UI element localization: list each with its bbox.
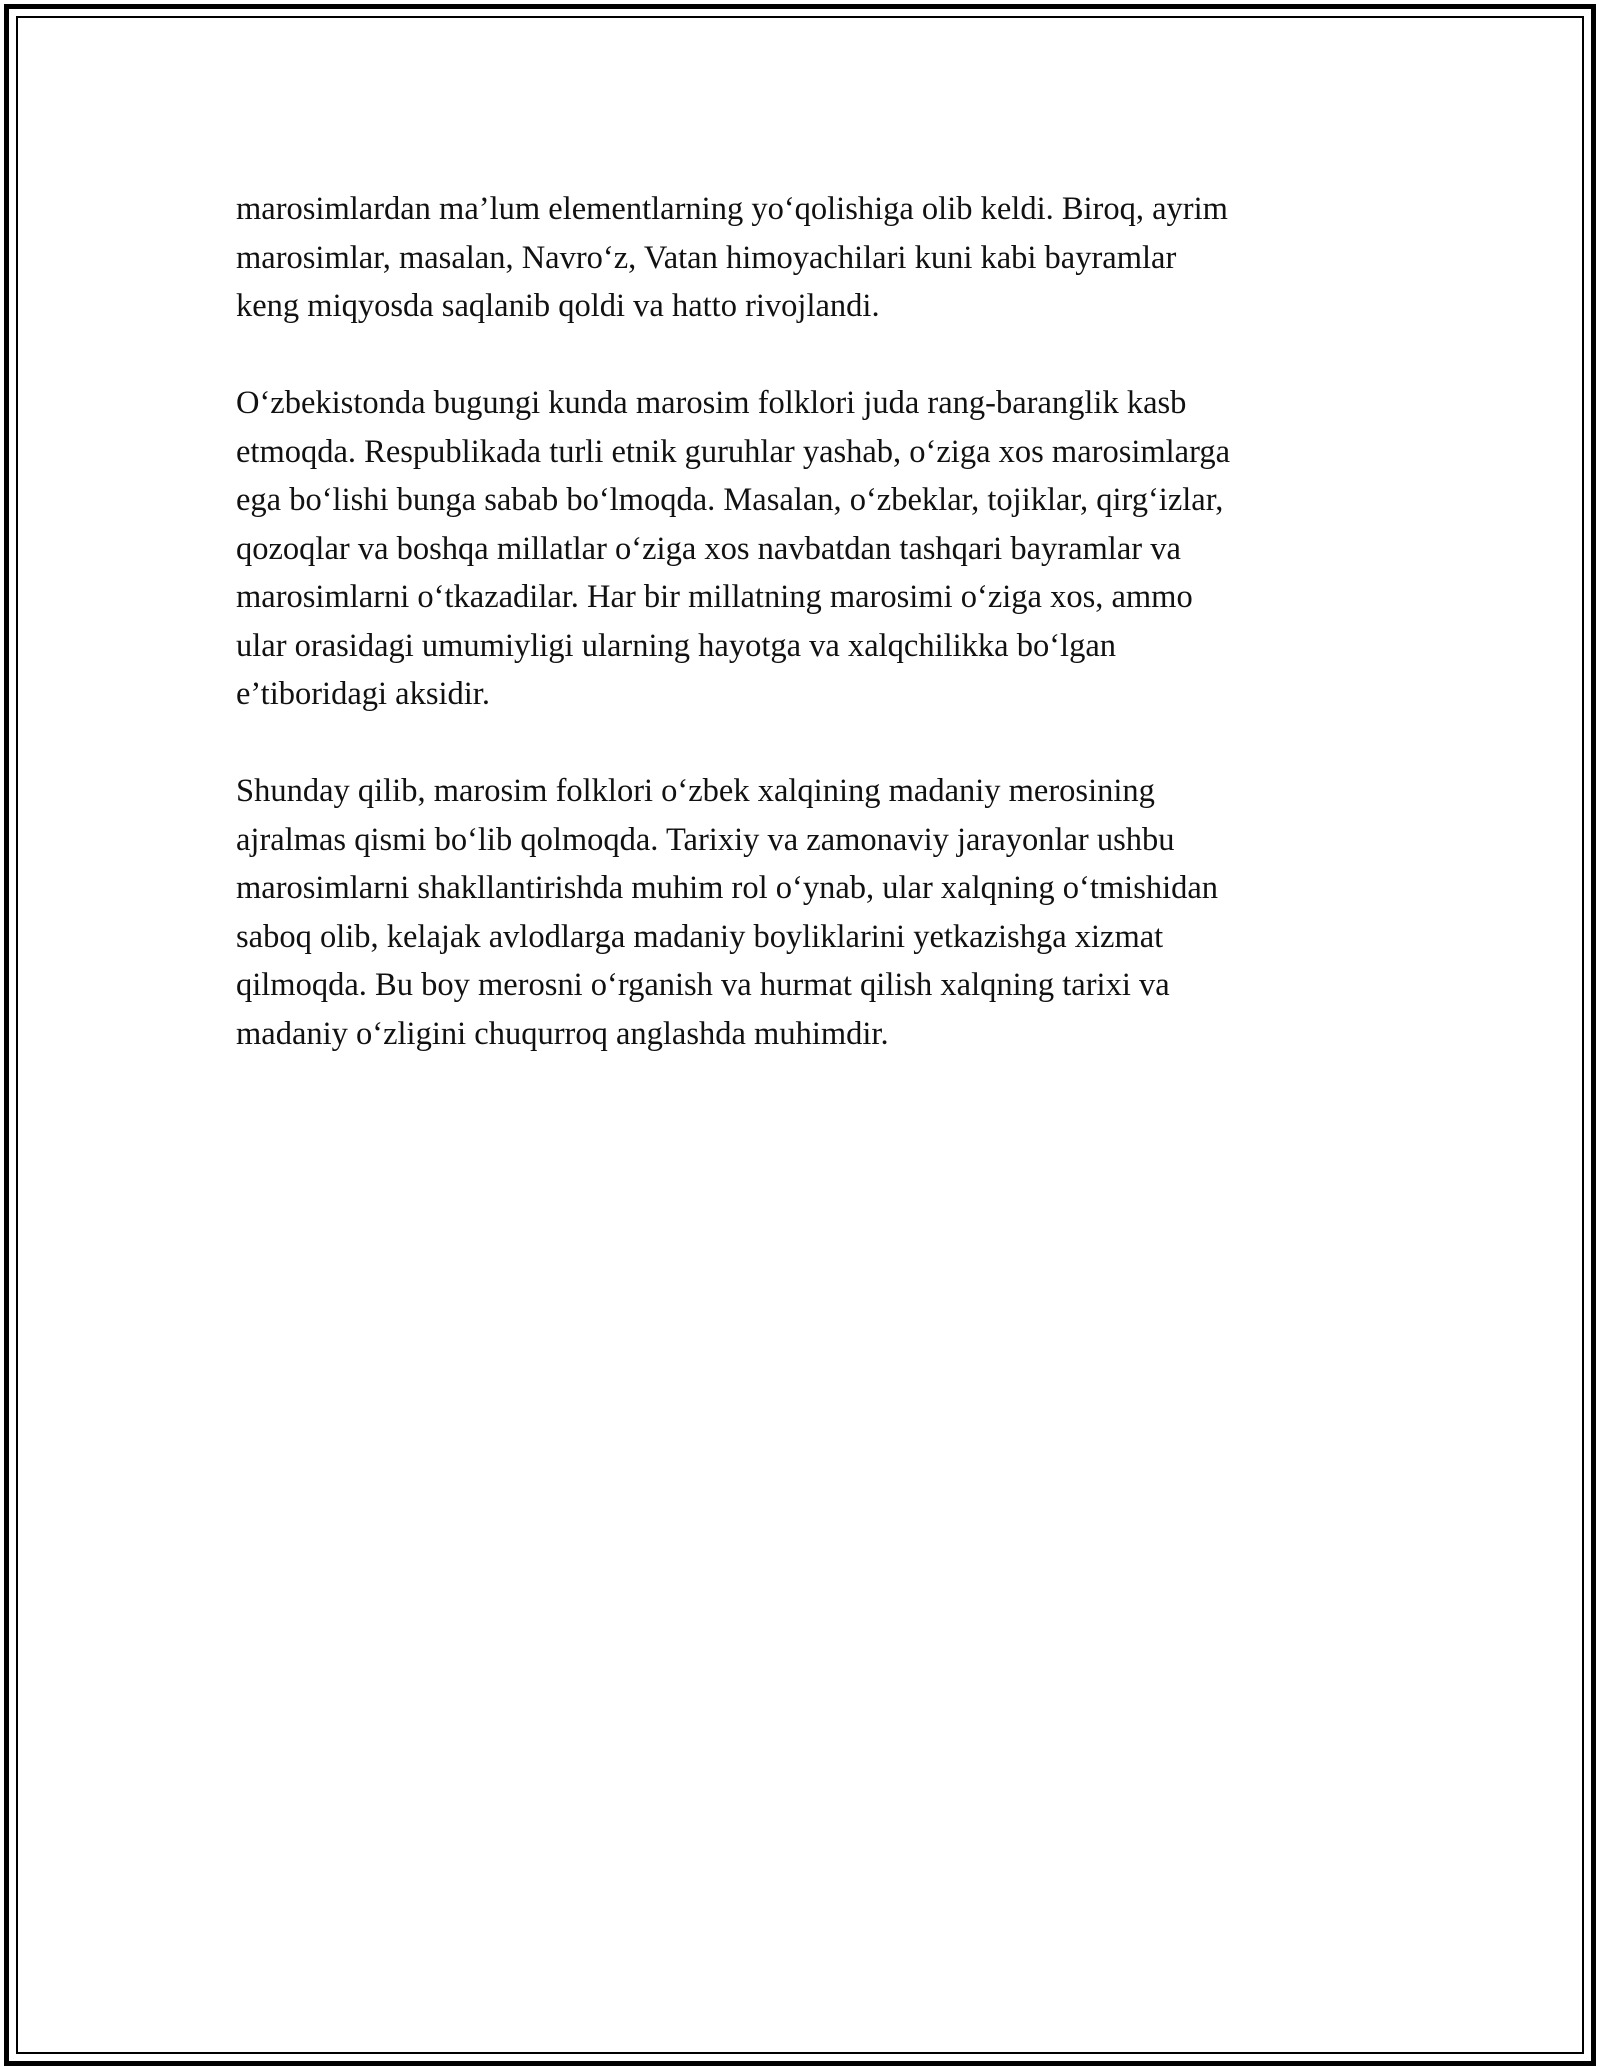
paragraph-3 [236, 767, 1366, 1058]
text-line: madaniy o‘zligini chuqurroq anglashda muhimdir. [236, 1015, 889, 1052]
document-body [236, 185, 1366, 1107]
text-line: marosimlarni shakllantirishda muhim rol o‘ynab, ular xalqning o‘tmishidan [236, 870, 1219, 906]
text-line: qilmoqda. Bu boy merosni o‘rganish va hurmat qilish xalqning tarixi va [236, 967, 1170, 1003]
text-line: ega bo‘lishi bunga sabab bo‘lmoqda. Masalan, o‘zbeklar, tojiklar, qirg‘izlar, [236, 482, 1224, 518]
text-line: e’tiboridagi aksidir. [236, 676, 490, 712]
paragraph-2 [236, 379, 1366, 719]
text-line: marosimlar, masalan, Navro‘z, Vatan himoyachilari kuni kabi bayramlar [236, 239, 1177, 276]
paragraph-1 [236, 185, 1366, 331]
text-line: marosimlarni o‘tkazadilar. Har bir millatning marosimi o‘ziga xos, ammo [236, 579, 1193, 615]
text-line: saboq olib, kelajak avlodlarga madaniy boyliklarini yetkazishga xizmat [236, 918, 1164, 955]
text-line: etmoqda. Respublikada turli etnik guruhlar yashab, o‘ziga xos marosimlarga [236, 433, 1231, 470]
text-line: Shunday qilib, marosim folklori o‘zbek xalqining madaniy merosining [236, 773, 1155, 809]
text-line: keng miqyosda saqlanib qoldi va hatto rivojlandi. [236, 288, 880, 324]
text-line: marosimlardan ma’lum elementlarning yo‘qolishiga olib keldi. Biroq, ayrim [236, 191, 1228, 227]
text-line: ajralmas qismi bo‘lib qolmoqda. Tarixiy va zamonaviy jarayonlar ushbu [236, 821, 1175, 858]
text-line: ular orasidagi umumiyligi ularning hayotga va xalqchilikka bo‘lgan [236, 627, 1116, 664]
text-line: O‘zbekistonda bugungi kunda marosim folklori juda rang-baranglik kasb [236, 385, 1187, 421]
text-line: qozoqlar va boshqa millatlar o‘ziga xos navbatdan tashqari bayramlar va [236, 530, 1181, 567]
